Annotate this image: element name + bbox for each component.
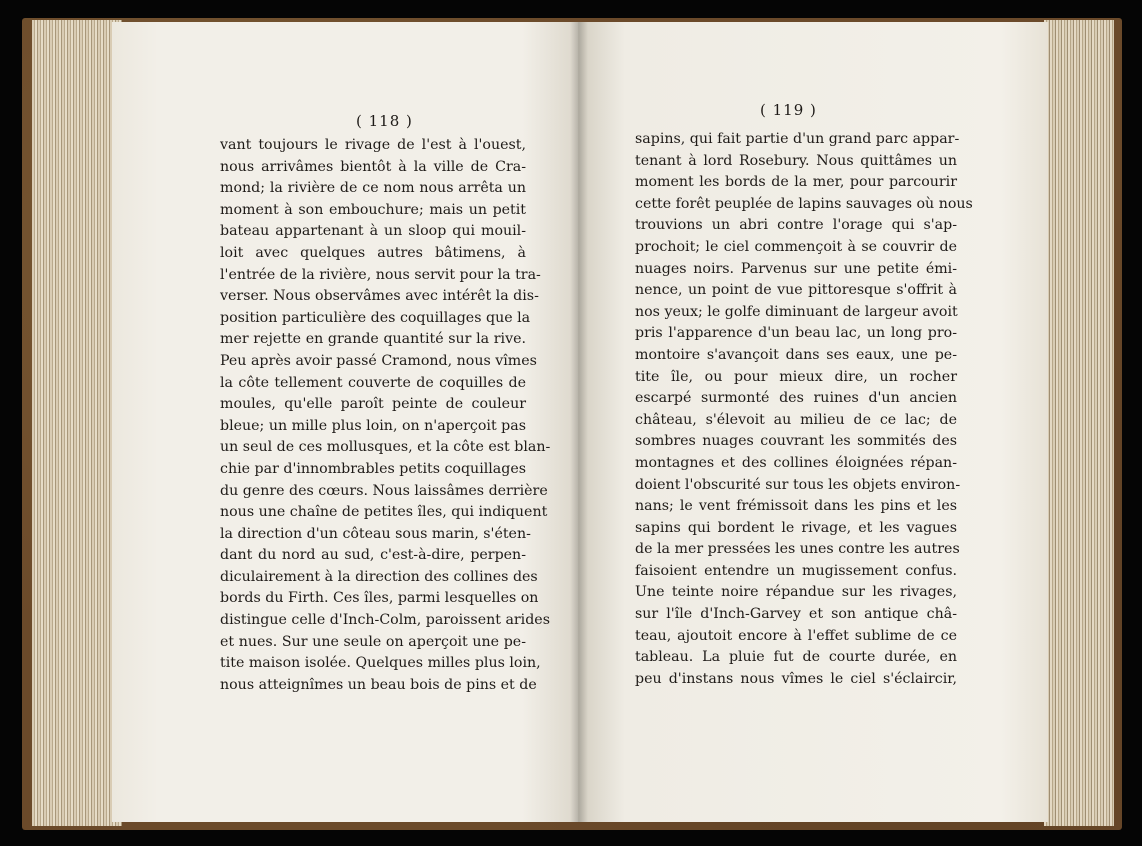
- text-line: montoire s'avançoit dans ses eaux, une pe-: [635, 346, 957, 363]
- text-line: tenant à lord Rosebury. Nous quittâmes un: [635, 152, 957, 169]
- text-line: tite maison isolée. Quelques milles plus loin,: [220, 655, 541, 672]
- text-line: diculairement à la direction des collines des: [220, 568, 538, 585]
- text-line: nous atteignîmes un beau bois de pins et de: [220, 676, 537, 693]
- text-line: doient l'obscurité sur tous les objets environ-: [635, 476, 961, 493]
- text-line: cette forêt peuplée de lapins sauvages où nous: [635, 195, 973, 212]
- text-line: et nues. Sur une seule on aperçoit une pe-: [220, 633, 526, 650]
- text-line: un seul de ces mollusques, et la côte est blan-: [220, 439, 551, 456]
- text-line: dant du nord au sud, c'est-à-dire, perpen-: [220, 547, 526, 564]
- text-line: montagnes et des collines éloignées répan-: [635, 454, 957, 471]
- text-line: bateau appartenant à un sloop qui mouil-: [220, 223, 526, 240]
- text-line: mer rejette en grande quantité sur la rive.: [220, 331, 526, 348]
- text-line: de la mer pressées les unes contre les autres: [635, 541, 960, 558]
- text-line: nence, un point de vue pittoresque s'offrit à: [635, 282, 957, 299]
- text-line: sapins qui bordent le rivage, et les vagues: [635, 519, 957, 536]
- text-line: chie par d'innombrables petits coquillages: [220, 460, 527, 477]
- text-line: verser. Nous observâmes avec intérêt la dis-: [220, 288, 539, 305]
- right-page-edges: [1044, 20, 1114, 826]
- text-line: bleue; un mille plus loin, on n'aperçoit pas: [220, 417, 526, 434]
- text-line: nuages noirs. Parvenus sur une petite émi-: [635, 260, 957, 277]
- text-line: pris l'apparence d'un beau lac, un long pro-: [635, 325, 957, 342]
- text-line: sombres nuages couvrant les sommités des: [635, 433, 957, 450]
- text-line: position particulière des coquillages que la: [220, 309, 531, 326]
- text-line: la direction d'un côteau sous marin, s'éten-: [220, 525, 531, 542]
- text-line: Peu après avoir passé Cramond, nous vîmes: [220, 352, 537, 369]
- text-line: loit avec quelques autres bâtimens, à: [220, 244, 526, 261]
- text-line: peu d'instans nous vîmes le ciel s'éclaircir,: [635, 670, 957, 687]
- left-page-text: [220, 135, 551, 696]
- text-line: mond; la rivière de ce nom nous arrêta un: [220, 180, 526, 197]
- right-page-text: [635, 129, 973, 690]
- text-line: bords du Firth. Ces îles, parmi lesquelles on: [220, 590, 539, 607]
- text-line: faisoient entendre un mugissement confus.: [635, 562, 957, 579]
- right-page-number: ( 119 ): [760, 101, 817, 119]
- text-line: teau, ajoutoit encore à l'effet sublime de ce: [635, 627, 957, 644]
- left-page-number: ( 118 ): [356, 112, 413, 130]
- text-line: nos yeux; le golfe diminuant de largeur avoit: [635, 303, 958, 320]
- text-line: Une teinte noire répandue sur les rivages,: [635, 584, 957, 601]
- text-line: trouvions un abri contre l'orage qui s'ap-: [635, 217, 957, 234]
- text-line: distingue celle d'Inch-Colm, paroissent arides: [220, 612, 550, 629]
- text-line: sapins, qui fait partie d'un grand parc appar-: [635, 131, 960, 147]
- text-line: moules, qu'elle paroît peinte de couleur: [220, 396, 526, 413]
- text-line: nous une chaîne de petites îles, qui indiquent: [220, 504, 548, 521]
- text-line: la côte tellement couverte de coquilles de: [220, 374, 526, 391]
- text-line: château, s'élevoit au milieu de ce lac; de: [635, 411, 957, 428]
- text-line: sur l'île d'Inch-Garvey et son antique châ-: [635, 606, 957, 623]
- text-line: du genre des cœurs. Nous laissâmes derrière: [220, 482, 548, 499]
- text-line: vant toujours le rivage de l'est à l'ouest,: [220, 137, 526, 153]
- text-line: moment à son embouchure; mais un petit: [220, 201, 526, 218]
- text-line: l'entrée de la rivière, nous servit pour la tra-: [220, 266, 541, 283]
- book-gutter: [570, 22, 588, 822]
- text-line: tite île, ou pour mieux dire, un rocher: [635, 368, 957, 385]
- left-page-edges: [32, 20, 122, 826]
- text-line: escarpé surmonté des ruines d'un ancien: [635, 390, 957, 407]
- text-line: moment les bords de la mer, pour parcourir: [635, 174, 957, 191]
- text-line: prochoit; le ciel commençoit à se couvrir de: [635, 238, 957, 255]
- text-line: tableau. La pluie fut de courte durée, en: [635, 649, 957, 666]
- text-line: nous arrivâmes bientôt à la ville de Cra-: [220, 158, 526, 175]
- text-line: nans; le vent frémissoit dans les pins et les: [635, 498, 957, 515]
